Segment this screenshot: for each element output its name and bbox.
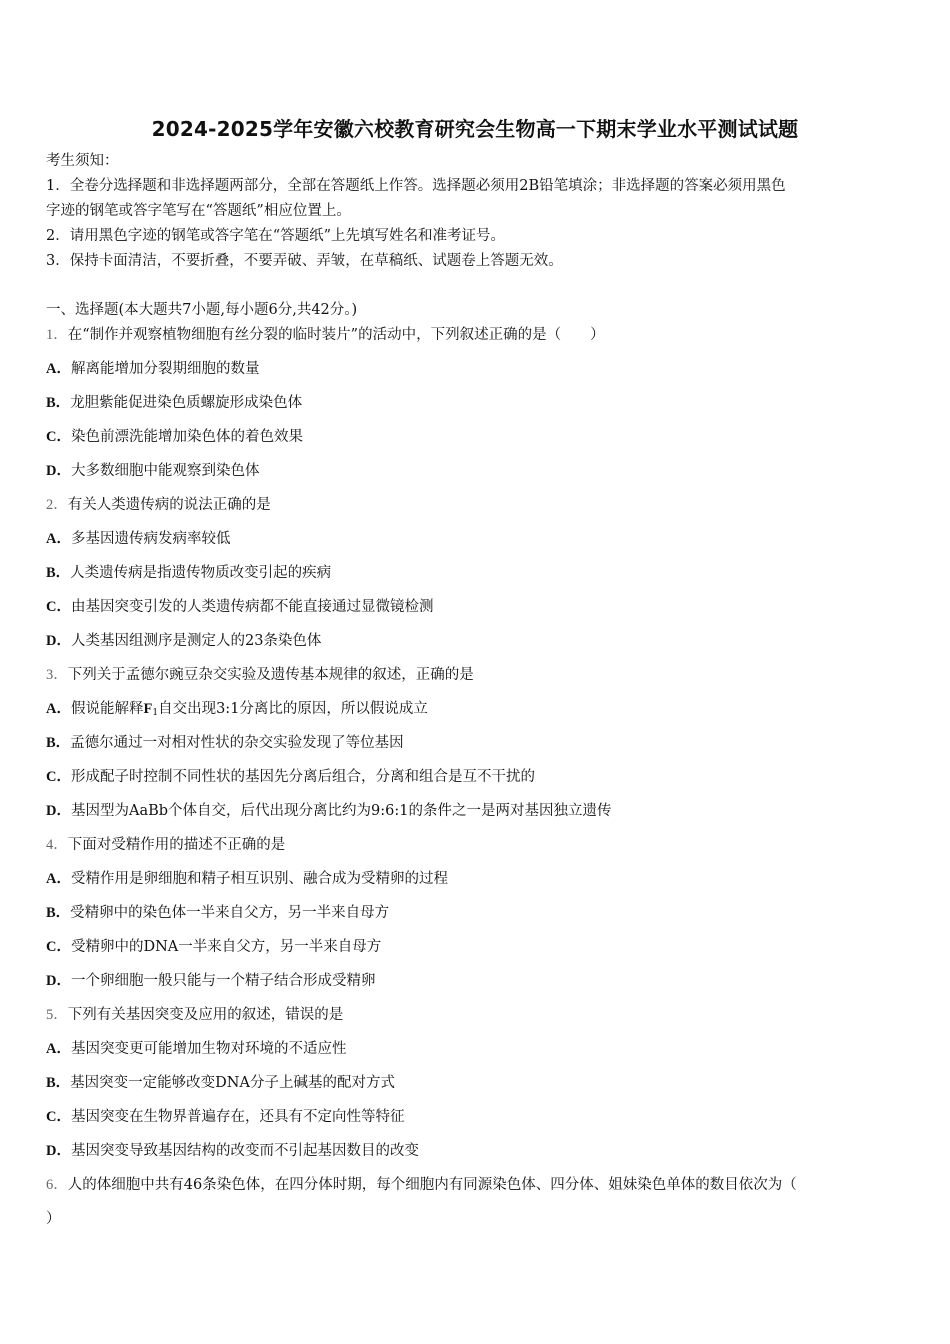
option-text-post: 自交出现3:1分离比的原因，所以假说成立 bbox=[158, 701, 428, 717]
option-1c bbox=[46, 427, 303, 447]
option-2b bbox=[46, 563, 331, 583]
option-letter: D． bbox=[46, 463, 71, 479]
question-6 bbox=[46, 1175, 797, 1195]
option-text-pre: 假说能解释 bbox=[70, 701, 144, 717]
option-3a bbox=[46, 699, 428, 723]
option-text: 一个卵细胞一般只能与一个精子结合形成受精卵 bbox=[70, 973, 376, 989]
option-letter: C． bbox=[46, 1109, 71, 1125]
option-letter: A． bbox=[46, 701, 71, 717]
option-letter: B． bbox=[46, 395, 71, 411]
option-text: 染色前漂洗能增加染色体的着色效果 bbox=[70, 429, 303, 445]
option-4c bbox=[46, 937, 381, 957]
option-letter: A． bbox=[46, 361, 71, 377]
option-letter: B． bbox=[46, 735, 71, 751]
option-letter: C． bbox=[46, 939, 71, 955]
notice-item-1: 1．全卷分选择题和非选择题两部分，全部在答题纸上作答。选择题必须用2B铅笔填涂；非选择题的答案必须用黑色 bbox=[46, 178, 786, 194]
question-1 bbox=[46, 325, 605, 345]
option-text: 人类遗传病是指遗传物质改变引起的疾病 bbox=[70, 565, 332, 581]
option-text-f: F bbox=[143, 701, 153, 717]
section-heading: 一、选择题(本大题共7小题,每小题6分,共42分。) bbox=[46, 302, 358, 318]
option-text-sub: 1 bbox=[152, 708, 159, 718]
option-letter: A． bbox=[46, 531, 71, 547]
option-text: 受精卵中的DNA一半来自父方，另一半来自母方 bbox=[70, 939, 382, 955]
option-text: 基因突变导致基因结构的改变而不引起基因数目的改变 bbox=[70, 1143, 419, 1159]
option-4d bbox=[46, 971, 375, 991]
option-3b bbox=[46, 733, 404, 753]
question-stem: 人的体细胞中共有46条染色体，在四分体时期，每个细胞内有同源染色体、四分体、姐妹染色单体的数目依次为（ bbox=[67, 1177, 797, 1193]
option-1d bbox=[46, 461, 259, 481]
option-1b bbox=[46, 393, 302, 413]
option-3c bbox=[46, 767, 535, 787]
question-stem: 在“制作并观察植物细胞有丝分裂的临时装片”的活动中，下列叙述正确的是（ ） bbox=[67, 327, 605, 343]
option-text: 多基因遗传病发病率较低 bbox=[70, 531, 231, 547]
question-number: 5． bbox=[46, 1007, 68, 1023]
option-2a bbox=[46, 529, 230, 549]
option-5b bbox=[46, 1073, 395, 1093]
question-4 bbox=[46, 835, 285, 855]
option-letter: D． bbox=[46, 973, 71, 989]
option-letter: B． bbox=[46, 1075, 71, 1091]
option-5a bbox=[46, 1039, 346, 1059]
notice-item-3: 3．保持卡面清洁，不要折叠，不要弄破、弄皱，在草稿纸、试题卷上答题无效。 bbox=[46, 253, 563, 269]
option-text: 基因突变在生物界普遍存在，还具有不定向性等特征 bbox=[70, 1109, 405, 1125]
question-5 bbox=[46, 1005, 343, 1025]
option-1a bbox=[46, 359, 259, 379]
question-stem: 下列关于孟德尔豌豆杂交实验及遗传基本规律的叙述，正确的是 bbox=[67, 667, 474, 683]
question-number: 6． bbox=[46, 1177, 68, 1193]
option-letter: D． bbox=[46, 633, 71, 649]
question-2 bbox=[46, 495, 271, 515]
option-5d bbox=[46, 1141, 419, 1161]
page-title: 2024-2025学年安徽六校教育研究会生物高一下期末学业水平测试试题 bbox=[151, 117, 799, 141]
option-letter: A． bbox=[46, 871, 71, 887]
question-stem: 下列有关基因突变及应用的叙述，错误的是 bbox=[67, 1007, 344, 1023]
option-text: 解离能增加分裂期细胞的数量 bbox=[70, 361, 260, 377]
option-letter: A． bbox=[46, 1041, 71, 1057]
option-letter: B． bbox=[46, 905, 71, 921]
notice-item-2: 2．请用黑色字迹的钢笔或答字笔在“答题纸”上先填写姓名和准考证号。 bbox=[46, 228, 506, 244]
option-letter: D． bbox=[46, 803, 71, 819]
option-text: 基因突变一定能够改变DNA分子上碱基的配对方式 bbox=[70, 1075, 395, 1091]
option-5c bbox=[46, 1107, 404, 1127]
option-text: 人类基因组测序是测定人的23条染色体 bbox=[70, 633, 322, 649]
option-text: 形成配子时控制不同性状的基因先分离后组合，分离和组合是互不干扰的 bbox=[70, 769, 535, 785]
option-4b bbox=[46, 903, 389, 923]
option-letter: C． bbox=[46, 429, 71, 445]
option-3d bbox=[46, 801, 611, 821]
question-number: 1． bbox=[46, 327, 68, 343]
notice-heading: 考生须知： bbox=[46, 153, 119, 169]
option-text: 基因突变更可能增加生物对环境的不适应性 bbox=[70, 1041, 347, 1057]
option-letter: C． bbox=[46, 599, 71, 615]
option-text: 受精作用是卵细胞和精子相互识别、融合成为受精卵的过程 bbox=[70, 871, 448, 887]
question-number: 3． bbox=[46, 667, 68, 683]
option-text: 受精卵中的染色体一半来自父方，另一半来自母方 bbox=[70, 905, 390, 921]
notice-item-1-cont: 字迹的钢笔或答字笔写在“答题纸”相应位置上。 bbox=[46, 203, 351, 219]
question-number: 4． bbox=[46, 837, 68, 853]
option-letter: D． bbox=[46, 1143, 71, 1159]
question-number: 2． bbox=[46, 497, 68, 513]
option-letter: B． bbox=[46, 565, 71, 581]
option-text: 基因型为AaBb个体自交，后代出现分离比约为9:6:1的条件之一是两对基因独立遗传 bbox=[70, 803, 612, 819]
option-text: 孟德尔通过一对相对性状的杂交实验发现了等位基因 bbox=[70, 735, 404, 751]
option-2c bbox=[46, 597, 433, 617]
question-6-cont: ） bbox=[46, 1211, 61, 1227]
question-3 bbox=[46, 665, 474, 685]
option-text: 龙胆紫能促进染色质螺旋形成染色体 bbox=[70, 395, 303, 411]
option-text: 由基因突变引发的人类遗传病都不能直接通过显微镜检测 bbox=[70, 599, 434, 615]
question-stem: 下面对受精作用的描述不正确的是 bbox=[67, 837, 286, 853]
question-stem: 有关人类遗传病的说法正确的是 bbox=[67, 497, 271, 513]
option-text: 大多数细胞中能观察到染色体 bbox=[70, 463, 260, 479]
option-2d bbox=[46, 631, 321, 651]
option-letter: C． bbox=[46, 769, 71, 785]
option-4a bbox=[46, 869, 448, 889]
